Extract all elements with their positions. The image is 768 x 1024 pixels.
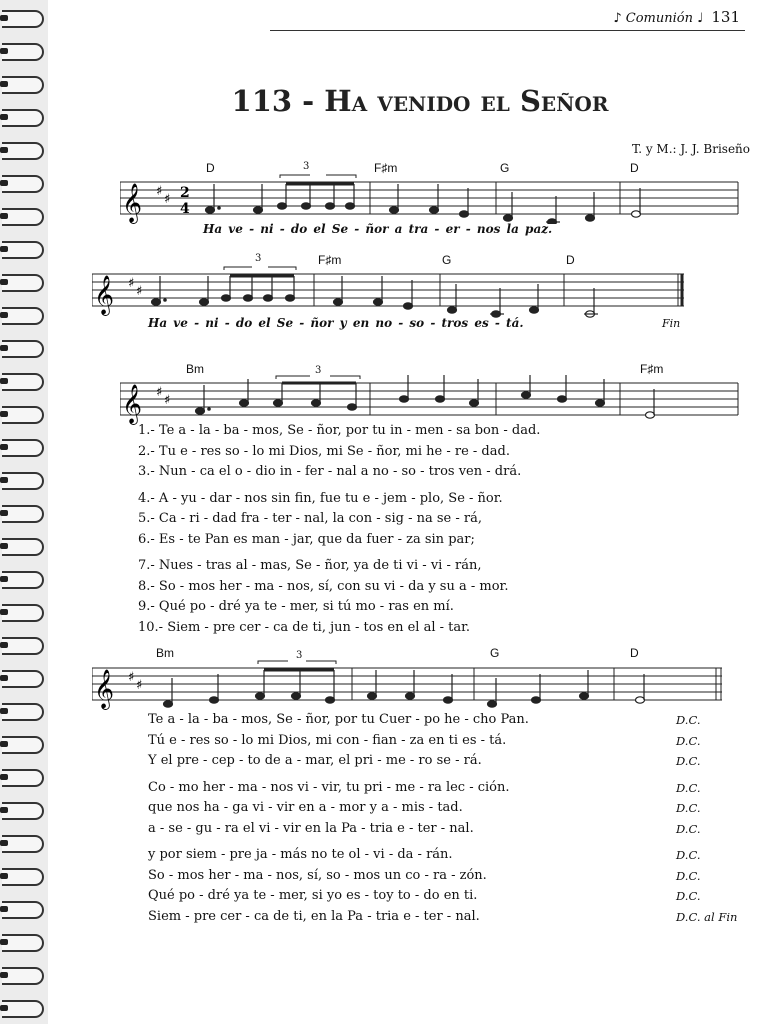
spiral-ring-icon bbox=[2, 307, 44, 325]
svg-text:♯: ♯ bbox=[128, 670, 135, 685]
verse-line: 8.- So - mos her - ma - nos, sí, con su vi - da y su a - mor. bbox=[138, 578, 509, 594]
lyrics-line-2: Ha ve - ni - do el Se - ñor y en no - so - tros es - tá. bbox=[148, 316, 524, 330]
treble-clef-icon: 𝄞 bbox=[122, 183, 143, 223]
svg-text:4: 4 bbox=[180, 201, 190, 217]
triplet-mark: 3 bbox=[255, 253, 262, 264]
spiral-ring-icon bbox=[2, 439, 44, 457]
verse-line: 9.- Qué po - dré ya te - mer, si tú mo - ras en mí. bbox=[138, 599, 454, 614]
svg-text:♯: ♯ bbox=[156, 385, 163, 400]
verse-line: 6.- Es - te Pan es man - jar, que da fuer - za sin par; bbox=[138, 531, 475, 547]
spiral-ring-icon bbox=[2, 505, 44, 523]
refrain-line: Tú e - res so - lo mi Dios, mi con - fian - za en ti es - tá. bbox=[148, 732, 507, 748]
triplet-mark: 3 bbox=[315, 365, 322, 376]
refrain-line: Te a - la - ba - mos, Se - ñor, por tu Cuer - po he - cho Pan. bbox=[148, 712, 529, 727]
music-staff-1 bbox=[120, 172, 742, 224]
chord-symbol: D bbox=[630, 161, 639, 175]
spiral-ring-icon bbox=[2, 340, 44, 358]
music-staff-3 bbox=[120, 373, 742, 425]
spiral-ring-icon bbox=[2, 868, 44, 886]
spiral-binding bbox=[0, 0, 48, 1024]
song-credit: T. y M.: J. J. Briseño bbox=[631, 142, 750, 156]
chord-symbol: G bbox=[500, 161, 510, 175]
verse-line: 5.- Ca - ri - dad fra - ter - nal, la con - sig - na se - rá, bbox=[138, 511, 482, 526]
music-staff-2 bbox=[92, 264, 692, 320]
song-number: 113 - bbox=[231, 84, 325, 118]
lyrics-line-1: Ha ve - ni - do el Se - ñor a tra - er - nos la paz. bbox=[203, 222, 553, 236]
verse-line: 1.- Te a - la - ba - mos, Se - ñor, por tu in - men - sa bon - dad. bbox=[138, 423, 541, 438]
dc-mark: D.C. al Fin bbox=[676, 909, 738, 924]
spiral-ring-icon bbox=[2, 10, 44, 28]
fin-mark: Fin bbox=[662, 317, 681, 330]
refrain-line: Y el pre - cep - to de a - mar, el pri - me - ro se - rá. bbox=[148, 753, 482, 768]
triplet-mark: 3 bbox=[296, 650, 303, 661]
spiral-ring-icon bbox=[2, 736, 44, 754]
svg-text:♯: ♯ bbox=[136, 678, 143, 693]
chord-symbol: F♯m bbox=[374, 161, 398, 175]
chord-symbol: Bm bbox=[156, 646, 174, 660]
spiral-ring-icon bbox=[2, 109, 44, 127]
refrain-line: Co - mo her - ma - nos vi - vir, tu pri - me - ra lec - ción. bbox=[148, 779, 510, 795]
dc-mark: D.C. bbox=[676, 801, 701, 815]
dc-mark: D.C. bbox=[676, 754, 701, 768]
verse-line: 7.- Nues - tras al - mas, Se - ñor, ya de ti vi - vi - rán, bbox=[138, 558, 482, 573]
chord-symbol: D bbox=[630, 646, 639, 660]
spiral-ring-icon bbox=[2, 406, 44, 424]
spiral-ring-icon bbox=[2, 901, 44, 919]
chord-symbol: Bm bbox=[186, 362, 204, 376]
spiral-ring-icon bbox=[2, 538, 44, 556]
dc-marks bbox=[676, 710, 737, 927]
spiral-ring-icon bbox=[2, 43, 44, 61]
spiral-ring-icon bbox=[2, 769, 44, 787]
spiral-ring-icon bbox=[2, 208, 44, 226]
spiral-ring-icon bbox=[2, 934, 44, 952]
refrain-line: So - mos her - ma - nos, sí, so - mos un co - ra - zón. bbox=[148, 867, 487, 883]
chord-symbol: D bbox=[566, 253, 575, 267]
dc-mark: D.C. bbox=[676, 868, 701, 883]
spiral-ring-icon bbox=[2, 670, 44, 688]
dc-mark: D.C. bbox=[676, 713, 701, 727]
spiral-ring-icon bbox=[2, 373, 44, 391]
treble-clef-icon: 𝄞 bbox=[94, 669, 115, 709]
spiral-ring-icon bbox=[2, 703, 44, 721]
svg-text:2: 2 bbox=[180, 185, 190, 201]
chord-symbol: G bbox=[490, 646, 500, 660]
refrain-line: y por siem - pre ja - más no te ol - vi - da - rán. bbox=[148, 847, 453, 862]
spiral-ring-icon bbox=[2, 802, 44, 820]
svg-text:♯: ♯ bbox=[128, 276, 135, 291]
dc-mark: D.C. bbox=[676, 821, 701, 836]
spiral-ring-icon bbox=[2, 175, 44, 193]
spiral-ring-icon bbox=[2, 1000, 44, 1018]
triplet-mark: 3 bbox=[303, 161, 310, 172]
verse-line: 3.- Nun - ca el o - dio in - fer - nal a no - so - tros ven - drá. bbox=[138, 464, 522, 479]
spiral-ring-icon bbox=[2, 274, 44, 292]
verse-line: 4.- A - yu - dar - nos sin fin, fue tu e - jem - plo, Se - ñor. bbox=[138, 490, 503, 506]
chord-symbol: F♯m bbox=[318, 253, 342, 267]
song-title-text: Ha venido el Señor bbox=[324, 84, 609, 118]
running-header bbox=[300, 8, 740, 26]
spiral-ring-icon bbox=[2, 472, 44, 490]
spiral-ring-icon bbox=[2, 835, 44, 853]
svg-text:♯: ♯ bbox=[156, 184, 163, 199]
verse-line: 10.- Siem - pre cer - ca de ti, jun - tos en el al - tar. bbox=[138, 619, 471, 635]
verses bbox=[138, 421, 540, 644]
svg-text:♯: ♯ bbox=[164, 393, 171, 408]
verse-line: 2.- Tu e - res so - lo mi Dios, mi Se - ñor, mi he - re - dad. bbox=[138, 443, 510, 459]
refrain-line: a - se - gu - ra el vi - vir en la Pa - tria e - ter - nal. bbox=[148, 820, 474, 836]
chord-symbol: F♯m bbox=[640, 362, 664, 376]
refrain bbox=[148, 710, 529, 933]
chord-symbol: G bbox=[442, 253, 452, 267]
dc-mark: D.C. bbox=[676, 889, 701, 903]
section-label: ♪ Comunión ♩ bbox=[613, 11, 704, 26]
treble-clef-icon: 𝄞 bbox=[122, 384, 143, 424]
refrain-line: Siem - pre cer - ca de ti, en la Pa - tria e - ter - nal. bbox=[148, 908, 480, 924]
song-title bbox=[120, 84, 720, 118]
spiral-ring-icon bbox=[2, 142, 44, 160]
spiral-ring-icon bbox=[2, 637, 44, 655]
spiral-ring-icon bbox=[2, 604, 44, 622]
dc-mark: D.C. bbox=[676, 848, 701, 862]
dc-mark: D.C. bbox=[676, 733, 701, 748]
spiral-ring-icon bbox=[2, 967, 44, 985]
spiral-ring-icon bbox=[2, 76, 44, 94]
page-number: 131 bbox=[711, 8, 740, 26]
header-rule bbox=[270, 30, 745, 31]
chord-symbol: D bbox=[206, 161, 215, 175]
music-staff-4 bbox=[92, 658, 732, 714]
svg-text:♯: ♯ bbox=[164, 192, 171, 207]
spiral-ring-icon bbox=[2, 571, 44, 589]
refrain-line: Qué po - dré ya te - mer, si yo es - toy to - do en ti. bbox=[148, 888, 478, 903]
svg-text:♯: ♯ bbox=[136, 284, 143, 299]
refrain-line: que nos ha - ga vi - vir en a - mor y a - mis - tad. bbox=[148, 800, 463, 815]
treble-clef-icon: 𝄞 bbox=[94, 275, 115, 315]
spiral-ring-icon bbox=[2, 241, 44, 259]
dc-mark: D.C. bbox=[676, 780, 701, 795]
